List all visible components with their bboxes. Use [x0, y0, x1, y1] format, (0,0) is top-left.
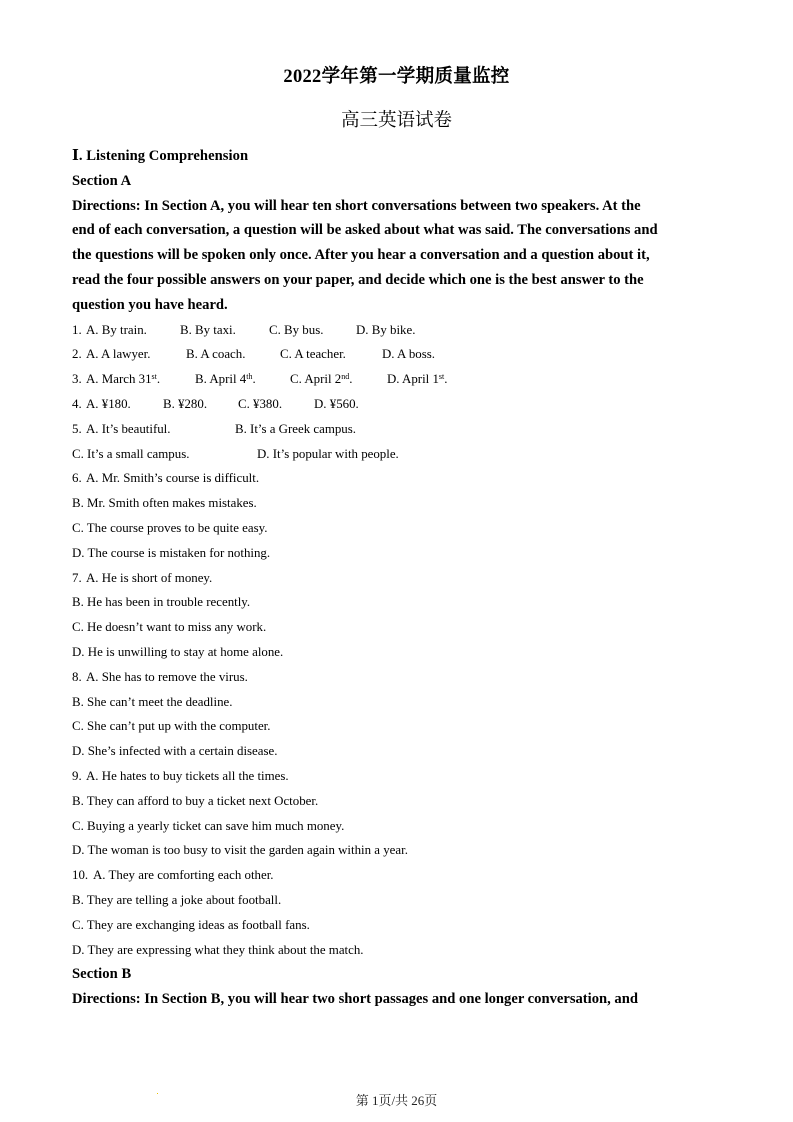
option-a: A. March 31st. — [86, 372, 161, 387]
question-number: 4. — [72, 396, 82, 411]
question-5-row-2 — [72, 442, 732, 467]
exam-subtitle: 高三英语试卷 — [340, 111, 452, 131]
option-a: A. A lawyer. — [86, 347, 151, 362]
question-number: 2. — [72, 347, 82, 362]
question-2 — [72, 342, 732, 367]
question-number: 7. — [72, 570, 82, 585]
option-c: C. April 2nd. — [290, 372, 353, 387]
option-b: B. ¥280. — [163, 396, 208, 411]
question-10-option-b — [72, 888, 732, 913]
question-4 — [72, 392, 732, 417]
question-5 — [72, 417, 732, 442]
directions-line: Directions: In Section A, you will hear ten short conversations between two speakers. At the — [72, 197, 641, 214]
question-8-option-d — [72, 739, 732, 764]
option-d: D. April 1st. — [387, 372, 448, 387]
question-10-option-c — [72, 913, 732, 938]
part-heading: Ⅰ. Listening Comprehension — [72, 148, 249, 164]
option-a: A. It’s beautiful. — [86, 421, 171, 436]
option-d: D. She’s infected with a certain disease. — [72, 744, 278, 759]
directions-line: the questions will be spoken only once. After you hear a conversation and a question about it, — [72, 247, 650, 264]
ordinal-suffix: st — [438, 372, 445, 382]
question-9-option-c — [72, 814, 732, 839]
option-b: B. They are telling a joke about football. — [72, 892, 282, 907]
question-7-option-d — [72, 640, 732, 665]
question-9-option-b — [72, 789, 732, 814]
question-3 — [72, 367, 732, 392]
option-d: D. By bike. — [356, 322, 416, 337]
section-a-directions — [72, 194, 732, 318]
option-a: A. Mr. Smith’s course is difficult. — [86, 471, 260, 486]
question-9 — [72, 764, 732, 789]
option-c: C. The course proves to be quite easy. — [72, 520, 268, 535]
section-b-heading: Section B — [72, 966, 132, 983]
question-7-option-b — [72, 590, 732, 615]
option-d: D. The course is mistaken for nothing. — [72, 545, 271, 560]
option-c: C. By bus. — [269, 322, 324, 337]
option-d: D. They are expressing what they think about the match. — [72, 942, 364, 957]
option-b: B. They can afford to buy a ticket next October. — [72, 793, 319, 808]
directions-line: question you have heard. — [72, 296, 228, 313]
option-d: D. A boss. — [382, 347, 436, 362]
option-d: D. The woman is too busy to visit the garden again within a year. — [72, 843, 408, 858]
directions-line: Directions: In Section B, you will hear two short passages and one longer conversation, and — [72, 991, 638, 1008]
option-c: C. They are exchanging ideas as football fans. — [72, 917, 310, 932]
page-indicator: 第 1页/共 26页 — [355, 1093, 438, 1108]
question-10-option-d — [72, 938, 732, 963]
section-a-heading: Section A — [72, 172, 132, 189]
option-a: A. By train. — [86, 322, 147, 337]
option-d-text: D. April 1 — [387, 372, 439, 387]
question-7-option-c — [72, 615, 732, 640]
option-c-text: C. April 2 — [290, 372, 342, 387]
ordinal-suffix: st — [151, 372, 157, 382]
option-a-text: A. March 31 — [86, 372, 152, 387]
option-c: C. It’s a small campus. — [72, 446, 190, 461]
question-6-option-c — [72, 516, 732, 541]
option-c: C. Buying a yearly ticket can save him much money. — [72, 818, 345, 833]
option-a: A. She has to remove the virus. — [86, 669, 248, 684]
option-b: B. April 4th. — [195, 372, 256, 387]
option-a: A. He is short of money. — [86, 570, 213, 585]
option-b: B. By taxi. — [180, 322, 236, 337]
question-number: 1. — [72, 322, 82, 337]
option-b-text: B. April 4 — [195, 372, 247, 387]
option-b: B. A coach. — [186, 347, 246, 362]
option-d: D. ¥560. — [314, 396, 359, 411]
option-b: B. He has been in trouble recently. — [72, 595, 251, 610]
option-b: B. Mr. Smith often makes mistakes. — [72, 496, 257, 511]
option-b: B. It’s a Greek campus. — [235, 421, 356, 436]
option-a: A. They are comforting each other. — [93, 868, 274, 883]
question-number: 8. — [72, 669, 82, 684]
question-6 — [72, 466, 732, 491]
question-8-option-b — [72, 690, 732, 715]
section-b-directions — [72, 987, 732, 1012]
directions-line: end of each conversation, a question will be asked about what was said. The conversations and — [72, 222, 658, 239]
question-number: 10. — [72, 868, 89, 883]
question-number: 5. — [72, 421, 82, 436]
question-1 — [72, 318, 732, 343]
question-number: 6. — [72, 471, 82, 486]
option-d: D. It’s popular with people. — [257, 446, 399, 461]
option-c: C. A teacher. — [280, 347, 346, 362]
ordinal-suffix: th — [246, 372, 253, 382]
question-6-option-d — [72, 541, 732, 566]
option-a: A. He hates to buy tickets all the times. — [86, 768, 289, 783]
ordinal-suffix: nd — [341, 372, 350, 382]
option-c: C. She can’t put up with the computer. — [72, 719, 271, 734]
document-body — [72, 144, 732, 1012]
option-a: A. ¥180. — [86, 396, 131, 411]
option-b: B. She can’t meet the deadline. — [72, 694, 233, 709]
question-number: 9. — [72, 768, 82, 783]
question-9-option-d — [72, 838, 732, 863]
question-6-option-b — [72, 491, 732, 516]
question-8 — [72, 665, 732, 690]
directions-line: read the four possible answers on your paper, and decide which one is the best answer to the — [72, 271, 644, 288]
question-8-option-c — [72, 714, 732, 739]
option-c: C. ¥380. — [238, 396, 283, 411]
option-d: D. He is unwilling to stay at home alone. — [72, 644, 284, 659]
question-7 — [72, 566, 732, 591]
option-c: C. He doesn’t want to miss any work. — [72, 620, 267, 635]
exam-title: 2022学年第一学期质量监控 — [283, 67, 510, 87]
question-10 — [72, 863, 732, 888]
question-number: 3. — [72, 372, 82, 387]
